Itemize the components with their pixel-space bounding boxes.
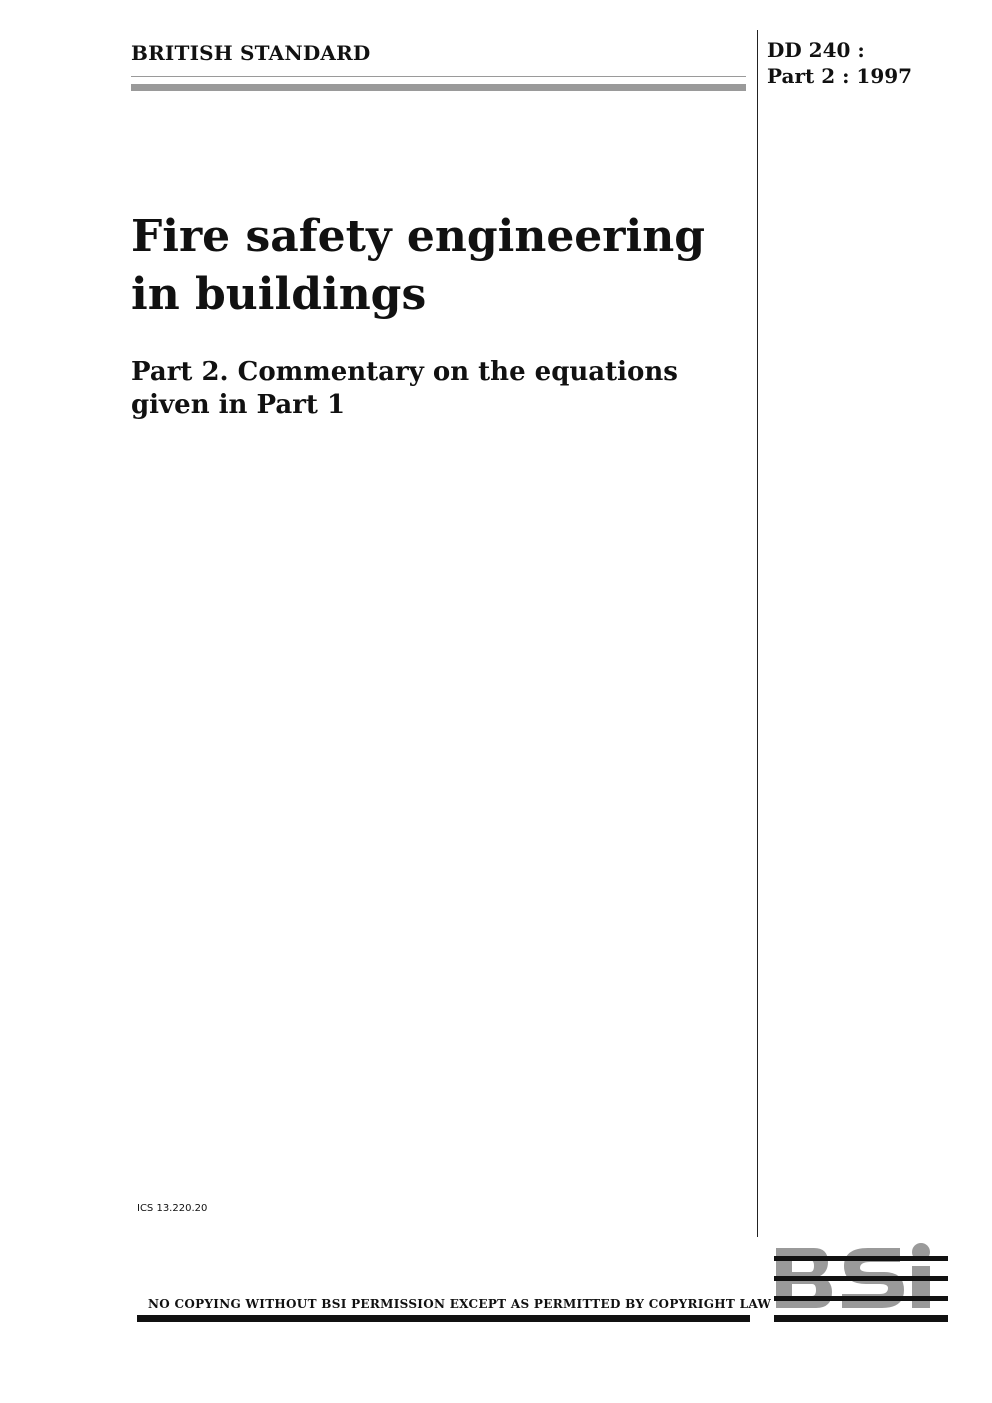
document-number-line-1: DD 240 :: [767, 38, 865, 62]
document-subtitle-line-1: Part 2. Commentary on the equations: [131, 357, 678, 387]
header-thin-rule: [131, 76, 746, 77]
document-number: [767, 37, 912, 89]
document-subtitle: [131, 356, 741, 422]
document-number-line-2: Part 2 : 1997: [767, 64, 913, 88]
document-title-line-2: in buildings: [131, 269, 427, 320]
footer-rule: [137, 1315, 750, 1322]
document-title: [131, 208, 741, 324]
copyright-notice: NO COPYING WITHOUT BSI PERMISSION EXCEPT AS PERMITTED BY COPYRIGHT LAW: [148, 1297, 772, 1311]
standard-type-label: BRITISH STANDARD: [131, 41, 371, 65]
document-subtitle-line-2: given in Part 1: [131, 390, 346, 420]
vertical-divider: [757, 30, 758, 1237]
bsi-logo-icon: [774, 1240, 948, 1322]
header-rule: [131, 84, 746, 91]
document-title-line-1: Fire safety engineering: [131, 211, 705, 262]
ics-code: ICS 13.220.20: [137, 1203, 208, 1214]
